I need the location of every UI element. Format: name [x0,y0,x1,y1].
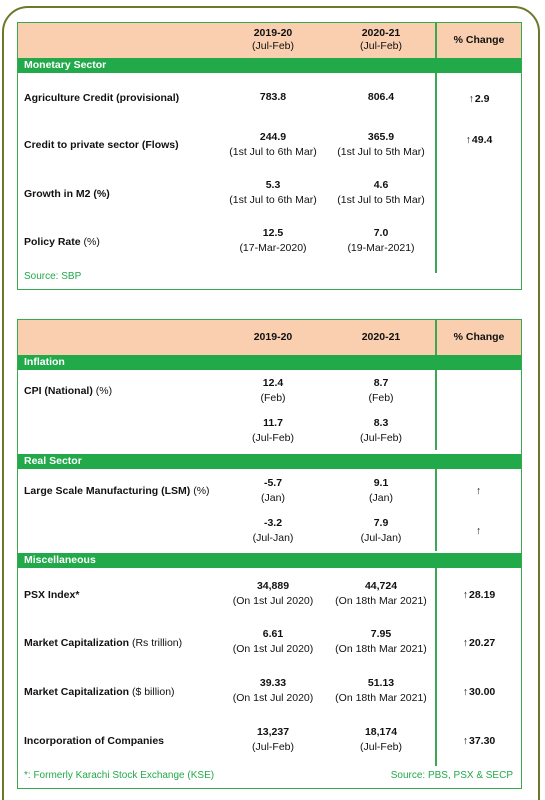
value-2019-20: 39.33 (On 1st Jul 2020) [232,677,314,704]
change-value [436,525,522,537]
table-header [18,320,521,355]
up-arrow-icon: ↑ [465,134,471,146]
row-label: Large Scale Manufacturing (LSM) (%) [24,485,210,497]
change-value: ↑37.30 [462,735,496,747]
value-2019-20: 5.3 (1st Jul to 6th Mar) [213,178,333,208]
value-2020-21: 51.13 (On 18th Mar 2021) [335,677,427,704]
change-value [436,485,522,497]
section-real-sector: Real Sector [18,454,521,469]
up-arrow-icon: ↑ [462,735,468,747]
value-2019-20: -3.2 (Jul-Jan) [252,517,294,544]
row-label: Growth in M2 (%) [24,188,110,200]
value-2019-20: 12.5 (17-Mar-2020) [213,226,333,256]
header-col-2020-21 [331,27,431,53]
row-label: Agriculture Credit (provisional) [24,92,180,104]
value-note: (17-Mar-2020) [239,242,307,254]
header-divider [435,320,437,355]
change-value: ↑49.4 [465,134,493,146]
value-2020-21: 44,724 (On 18th Mar 2021) [335,580,427,607]
value-2020-21: 7.9 (Jul-Jan) [360,517,402,544]
row-label: PSX Index* [24,589,80,601]
row-label: CPI (National) (%) [24,385,113,397]
value-2020-21: 4.6 (1st Jul to 5th Mar) [321,178,441,208]
value-2020-21: 365.9 (1st Jul to 5th Mar) [321,130,441,160]
header-period: (Jul-Feb) [251,40,294,52]
row-label: Incorporation of Companies [24,735,165,747]
value-note: (1st Jul to 5th Mar) [337,194,425,206]
row-label: Market Capitalization ($ billion) [24,686,175,698]
value-2019-20: 11.7 (Jul-Feb) [251,417,294,444]
row-label: Policy Rate (%) [24,236,100,248]
header-divider [435,23,437,58]
header-year: 2019-20 [253,27,293,39]
value-2019-20: 34,889 (On 1st Jul 2020) [232,580,314,607]
column-divider [435,370,437,450]
value-note: (19-Mar-2021) [347,242,415,254]
up-arrow-icon: ↑ [462,686,468,698]
value-2019-20: 13,237 (Jul-Feb) [251,726,294,753]
change-value: ↑2.9 [468,93,490,105]
monetary-table [17,22,522,290]
row-label: Credit to private sector (Flows) [24,139,179,151]
footnote: *: Formerly Karachi Stock Exchange (KSE) [24,770,215,781]
indicators-table [17,319,522,789]
up-arrow-icon: ↑ [475,485,482,497]
header-col-2019-20: 2019-20 [253,331,293,343]
section-inflation: Inflation [18,355,521,370]
value-2019-20: 12.4 (Feb) [260,377,286,404]
table-header [18,23,521,58]
header-year: 2020-21 [361,27,401,39]
value-2019-20: 783.8 [259,91,287,103]
source-note: Source: SBP [24,271,82,282]
value-2020-21: 9.1 (Jan) [369,477,393,504]
header-change: % Change [453,34,505,46]
value-2019-20: -5.7 (Jan) [261,477,285,504]
change-value: ↑28.19 [462,589,496,601]
value-2020-21: 806.4 [367,91,395,103]
up-arrow-icon: ↑ [468,93,474,105]
value-2019-20: 244.9 (1st Jul to 6th Mar) [213,130,333,160]
value-note: (1st Jul to 6th Mar) [229,194,317,206]
section-miscellaneous: Miscellaneous [18,553,521,568]
value-note: (1st Jul to 5th Mar) [337,146,425,158]
value-note: (1st Jul to 6th Mar) [229,146,317,158]
header-period: (Jul-Feb) [359,40,402,52]
source-note: Source: PBS, PSX & SECP [390,770,513,781]
header-col-2020-21: 2020-21 [361,331,401,343]
value-2020-21: 18,174 (Jul-Feb) [359,726,402,753]
change-value: ↑20.27 [462,637,496,649]
column-divider [435,469,437,551]
value-2020-21: 7.95 (On 18th Mar 2021) [335,628,427,655]
change-value: ↑30.00 [462,686,496,698]
value-2020-21: 8.3 (Jul-Feb) [359,417,402,444]
section-monetary: Monetary Sector [18,58,521,73]
value-2020-21: 8.7 (Feb) [368,377,394,404]
up-arrow-icon: ↑ [475,525,482,537]
up-arrow-icon: ↑ [462,637,468,649]
header-change: % Change [453,331,505,343]
up-arrow-icon: ↑ [462,589,468,601]
row-label: Market Capitalization (Rs trillion) [24,637,183,649]
value-2019-20: 6.61 (On 1st Jul 2020) [232,628,314,655]
header-col-2019-20 [223,27,323,53]
value-2020-21: 7.0 (19-Mar-2021) [321,226,441,256]
